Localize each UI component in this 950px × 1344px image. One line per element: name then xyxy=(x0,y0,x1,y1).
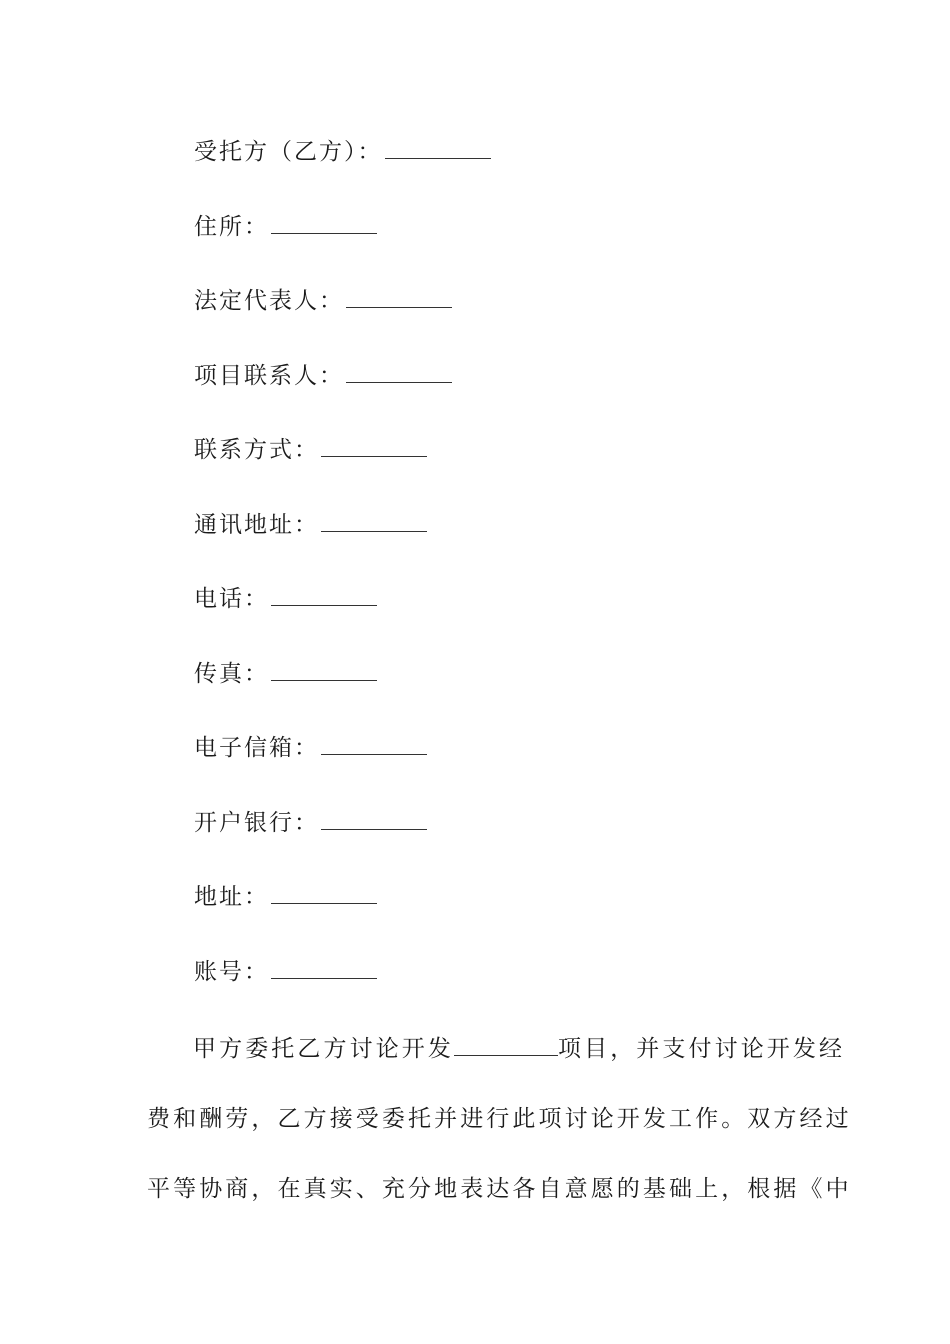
field-label: 住所： xyxy=(194,213,269,240)
fill-in-blank[interactable] xyxy=(271,585,377,606)
fill-in-blank[interactable] xyxy=(271,660,377,681)
field-row-project-contact xyxy=(194,356,491,431)
field-label: 账号： xyxy=(194,958,269,985)
party-b-info-list xyxy=(194,132,491,1026)
fill-in-blank[interactable] xyxy=(321,511,427,532)
fill-in-blank[interactable] xyxy=(346,287,452,308)
fill-in-blank[interactable] xyxy=(321,809,427,830)
field-label: 电话： xyxy=(194,586,269,612)
contract-body-paragraph xyxy=(147,1027,852,1237)
body-line: 费和酬劳，乙方接受委托并进行此项讨论开发工作。双方经过 xyxy=(147,1106,852,1132)
fill-in-blank[interactable] xyxy=(346,362,452,383)
field-row-fax xyxy=(194,654,491,729)
body-line: 平等协商，在真实、充分地表达各自意愿的基础上，根据《中 xyxy=(147,1176,852,1202)
fill-in-blank[interactable] xyxy=(271,213,377,234)
field-row-domicile xyxy=(194,207,491,282)
field-label: 法定代表人： xyxy=(194,288,344,314)
field-label: 通讯地址： xyxy=(194,511,319,538)
fill-in-blank[interactable] xyxy=(321,734,427,755)
field-label: 联系方式： xyxy=(194,437,319,463)
field-row-mailing-address xyxy=(194,505,491,580)
field-label: 电子信箱： xyxy=(194,735,319,761)
field-row-entrusted-party xyxy=(194,132,491,207)
field-label: 开户银行： xyxy=(194,809,319,836)
fill-in-blank[interactable] xyxy=(321,436,427,457)
body-text-segment: 项目，并支付讨论开发经 xyxy=(558,1036,846,1062)
field-row-address xyxy=(194,877,491,952)
field-row-bank xyxy=(194,803,491,878)
field-label: 传真： xyxy=(194,660,269,687)
field-row-email xyxy=(194,728,491,803)
project-name-blank[interactable] xyxy=(454,1035,558,1056)
field-row-phone xyxy=(194,579,491,654)
field-label: 地址： xyxy=(194,884,269,910)
field-label: 项目联系人： xyxy=(194,362,344,389)
fill-in-blank[interactable] xyxy=(271,958,377,979)
fill-in-blank[interactable] xyxy=(271,883,377,904)
field-row-contact-method xyxy=(194,430,491,505)
body-text-segment: 甲方委托乙方讨论开发 xyxy=(193,1036,454,1062)
field-row-legal-representative xyxy=(194,281,491,356)
field-row-account-number xyxy=(194,952,491,1027)
fill-in-blank[interactable] xyxy=(385,138,491,159)
body-line xyxy=(147,1027,846,1097)
field-label: 受托方（乙方）： xyxy=(194,139,383,165)
